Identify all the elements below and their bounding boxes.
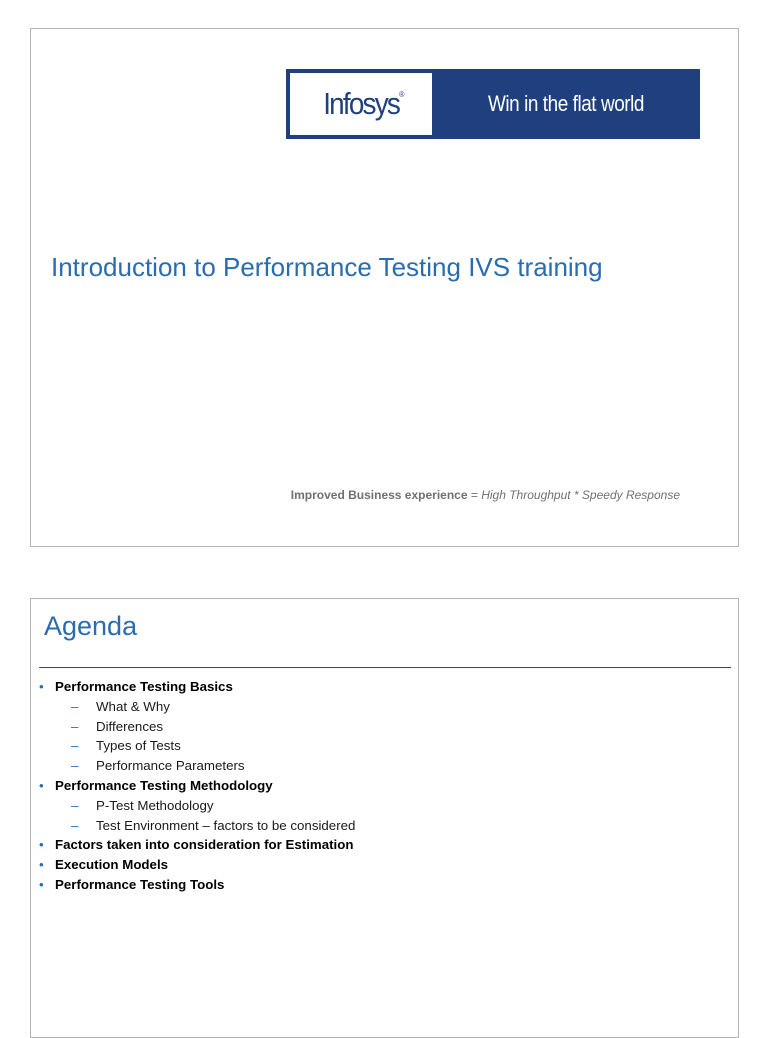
dash-icon: –	[71, 817, 79, 833]
agenda-item-label: P-Test Methodology	[96, 797, 214, 813]
footer-note: Improved Business experience = High Throughput * Speedy Response	[290, 488, 680, 502]
agenda-item-label: Performance Testing Tools	[55, 876, 225, 892]
infosys-banner	[286, 69, 700, 139]
bullet-icon: •	[39, 857, 44, 873]
agenda-subitem	[39, 697, 355, 717]
agenda-item	[39, 875, 355, 895]
agenda-list	[39, 677, 355, 895]
bullet-icon: •	[39, 876, 44, 892]
agenda-title: Agenda	[44, 611, 138, 641]
tagline: Win in the flat world	[487, 91, 645, 116]
title-slide	[30, 28, 739, 547]
bullet-icon: •	[39, 837, 44, 853]
agenda-item	[39, 776, 355, 796]
agenda-subitem	[39, 756, 355, 776]
agenda-item-label: Performance Testing Methodology	[55, 777, 273, 793]
agenda-item-label: Performance Parameters	[96, 758, 245, 774]
bullet-icon: •	[39, 777, 44, 793]
agenda-subitem	[39, 736, 355, 756]
agenda-subitem	[39, 796, 355, 816]
infosys-logo	[290, 73, 432, 135]
agenda-item-label: Performance Testing Basics	[55, 679, 233, 694]
dash-icon: –	[71, 758, 79, 774]
dash-icon: –	[71, 738, 79, 754]
agenda-subitem	[39, 717, 355, 737]
agenda-item	[39, 835, 355, 855]
agenda-item-label: Factors taken into consideration for Estimation	[55, 837, 354, 853]
agenda-item-label: Execution Models	[55, 857, 169, 873]
slide-title: Introduction to Performance Testing IVS training	[51, 252, 603, 282]
agenda-subitem	[39, 816, 355, 836]
bullet-icon: •	[39, 679, 44, 694]
agenda-item	[39, 855, 355, 875]
logo-text: Infosys ®	[323, 86, 405, 121]
agenda-item-label: What & Why	[96, 698, 170, 714]
agenda-item-label: Types of Tests	[96, 738, 181, 754]
agenda-item-label: Differences	[96, 718, 164, 734]
dash-icon: –	[71, 797, 79, 813]
dash-icon: –	[71, 698, 79, 714]
title-divider	[39, 667, 731, 668]
agenda-item	[39, 677, 355, 697]
agenda-slide	[30, 598, 739, 1038]
dash-icon: –	[71, 718, 79, 734]
agenda-item-label: Test Environment – factors to be considered	[96, 817, 356, 833]
